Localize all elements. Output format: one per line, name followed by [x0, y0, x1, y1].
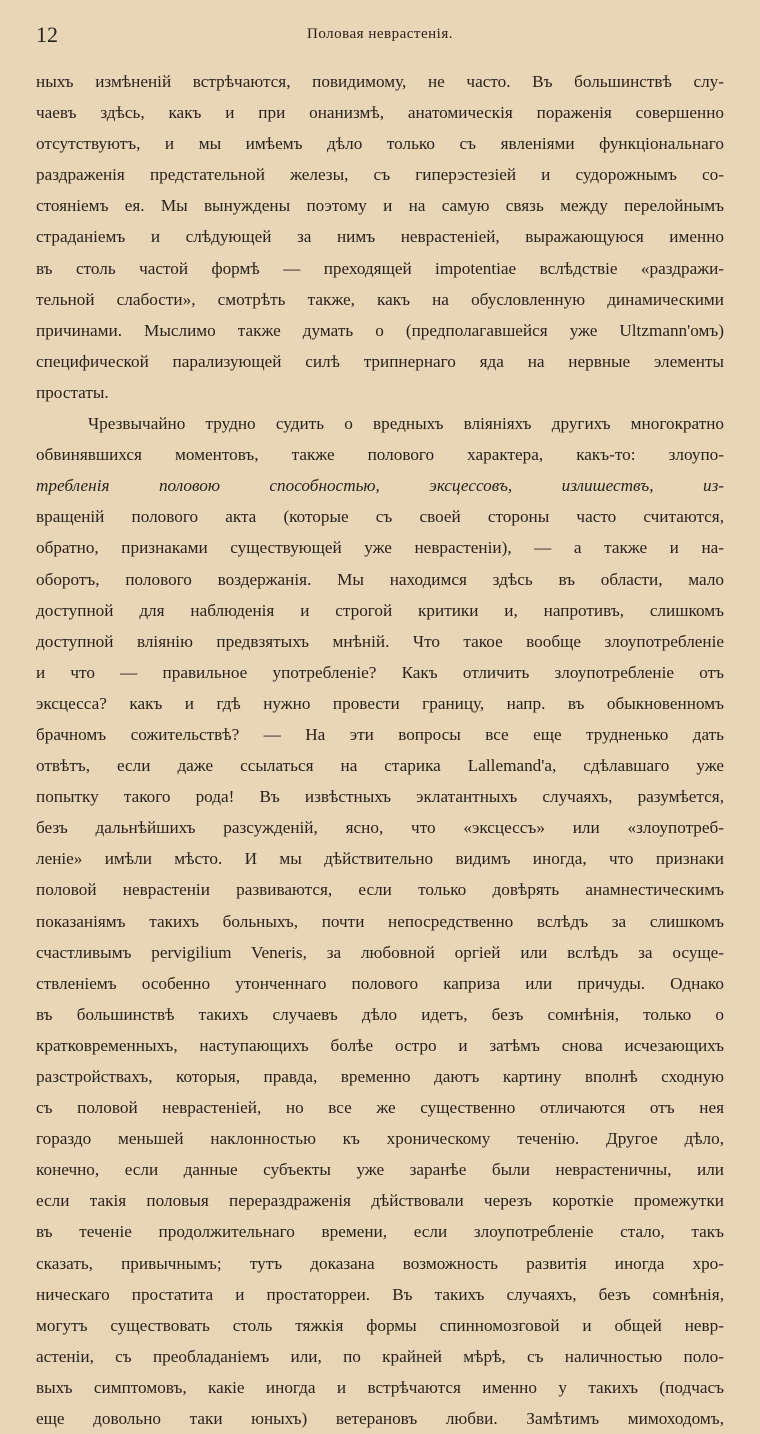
text-line: леніе» имѣли мѣсто. И мы дѣйствительно видимъ иногда, что признаки [36, 849, 724, 869]
text-line: половой неврастеніи развиваются, если только довѣрять анамнестическимъ [36, 880, 724, 900]
text-line: вращеній полового акта (которые съ своей стороны часто считаются, [36, 507, 724, 527]
text-line: астеніи, съ преобладаніемъ или, по крайней мѣрѣ, съ наличностью поло- [36, 1346, 724, 1366]
page-number: 12 [36, 22, 58, 47]
text-line: сказать, привычнымъ; тутъ доказана возможность развитія иногда хро- [36, 1253, 724, 1273]
text-line: выхъ симптомовъ, какіе иногда и встрѣчаются именно у такихъ (подчасъ [36, 1377, 724, 1397]
text-line: конечно, если данные субъекты уже заранѣе были неврастеничны, или [36, 1160, 724, 1180]
paragraph-end-line: простаты. [36, 382, 109, 402]
text-line: показаніямъ такихъ больныхъ, почти непосредственно вслѣдъ за слишкомъ [36, 911, 724, 931]
text-line: гораздо меньшей наклонностью къ хроническому теченію. Другое дѣло, [36, 1129, 724, 1149]
running-title: Половая неврастенія. [307, 26, 453, 42]
text-line: въ столь частой формѣ — преходящей impotentiae вслѣдствіе «раздражи- [36, 258, 724, 278]
text-line: безъ дальнѣйшихъ разсужденій, ясно, что «эксцессъ» или «злоупотреб- [36, 818, 724, 838]
paragraph-first-line: Чрезвычайно трудно судить о вредныхъ вліяніяхъ другихъ многократно [88, 414, 724, 434]
text-line: специфической парализующей силѣ трипнернаго яда на нервные элементы [36, 351, 724, 371]
text-line: отсутствуютъ, и мы имѣемъ дѣло только съ явленіями функціональнаго [36, 134, 724, 154]
text-line: страданіемъ и слѣдующей за нимъ неврастеніей, выражающуюся именно [36, 227, 724, 247]
text-line: обратно, признаками существующей уже неврастеніи), — а также и на- [36, 538, 724, 558]
text-line-emphasis: требленія половою способностью, эксцессовъ, излишествъ, из- [36, 476, 724, 496]
text-line: въ большинствѣ такихъ случаевъ дѣло идетъ, безъ сомнѣнія, только о [36, 1004, 724, 1024]
text-line: стояніемъ ея. Мы вынуждены поэтому и на самую связь между перелойнымъ [36, 196, 724, 216]
text-line: кратковременныхъ, наступающихъ болѣе остро и затѣмъ снова исчезающихъ [36, 1035, 724, 1055]
text-line: въ теченіе продолжительнаго времени, если злоупотребленіе стало, такъ [36, 1222, 724, 1242]
page-header [36, 22, 724, 50]
text-line: если такія половыя перераздраженія дѣйствовали черезъ короткіе промежутки [36, 1191, 724, 1211]
text-line: ническаго простатита и простаторреи. Въ такихъ случаяхъ, безъ сомнѣнія, [36, 1284, 724, 1304]
text-line: отвѣтъ, если даже ссылаться на старика Lallemand'а, сдѣлавшаго уже [36, 756, 724, 776]
text-line: оборотъ, полового воздержанія. Мы находимся здѣсь въ области, мало [36, 569, 724, 589]
text-line: ствленіемъ особенно утонченнаго полового каприза или причуды. Однако [36, 973, 724, 993]
text-line: обвинявшихся моментовъ, также полового характера, какъ-то: злоупо- [36, 445, 724, 465]
text-line: раздраженія предстательной железы, съ гиперэстезіей и судорожнымъ со- [36, 165, 724, 185]
text-line: и что — правильное употребленіе? Какъ отличить злоупотребленіе отъ [36, 662, 724, 682]
text-line: причинами. Мыслимо также думать о (предполагавшейся уже Ultzmann'омъ) [36, 320, 724, 340]
text-line: брачномъ сожительствѣ? — На эти вопросы все еще трудненько дать [36, 724, 724, 744]
text-line: доступной для наблюденія и строгой критики и, напротивъ, слишкомъ [36, 600, 724, 620]
text-line: счастливымъ pervigilium Veneris, за любовной оргіей или вслѣдъ за осуще- [36, 942, 724, 962]
text-line: могутъ существовать столь тяжкія формы спинномозговой и общей невр- [36, 1315, 724, 1335]
text-line: ныхъ измѣненій встрѣчаются, повидимому, не часто. Въ большинствѣ слу- [36, 72, 724, 91]
text-line: разстройствахъ, которыя, правда, временно даютъ картину вполнѣ сходную [36, 1067, 724, 1086]
text-line: доступной вліянію предвзятыхъ мнѣній. Что такое вообще злоупотребленіе [36, 631, 724, 651]
text-line: чаевъ здѣсь, какъ и при онанизмѣ, анатомическія пораженія совершенно [36, 103, 724, 123]
text-line: еще довольно таки юныхъ) ветерановъ любви. Замѣтимъ мимоходомъ, [36, 1409, 724, 1429]
text-line: попытку такого рода! Въ извѣстныхъ эклатантныхъ случаяхъ, разумѣется, [36, 787, 724, 807]
text-line: тельной слабости», смотрѣть также, какъ на обусловленную динамическими [36, 289, 724, 309]
text-line: эксцесса? какъ и гдѣ нужно провести границу, напр. въ обыкновенномъ [36, 693, 724, 713]
text-line: съ половой неврастеніей, но все же существенно отличаются отъ нея [36, 1098, 724, 1118]
body-text [36, 66, 724, 1434]
